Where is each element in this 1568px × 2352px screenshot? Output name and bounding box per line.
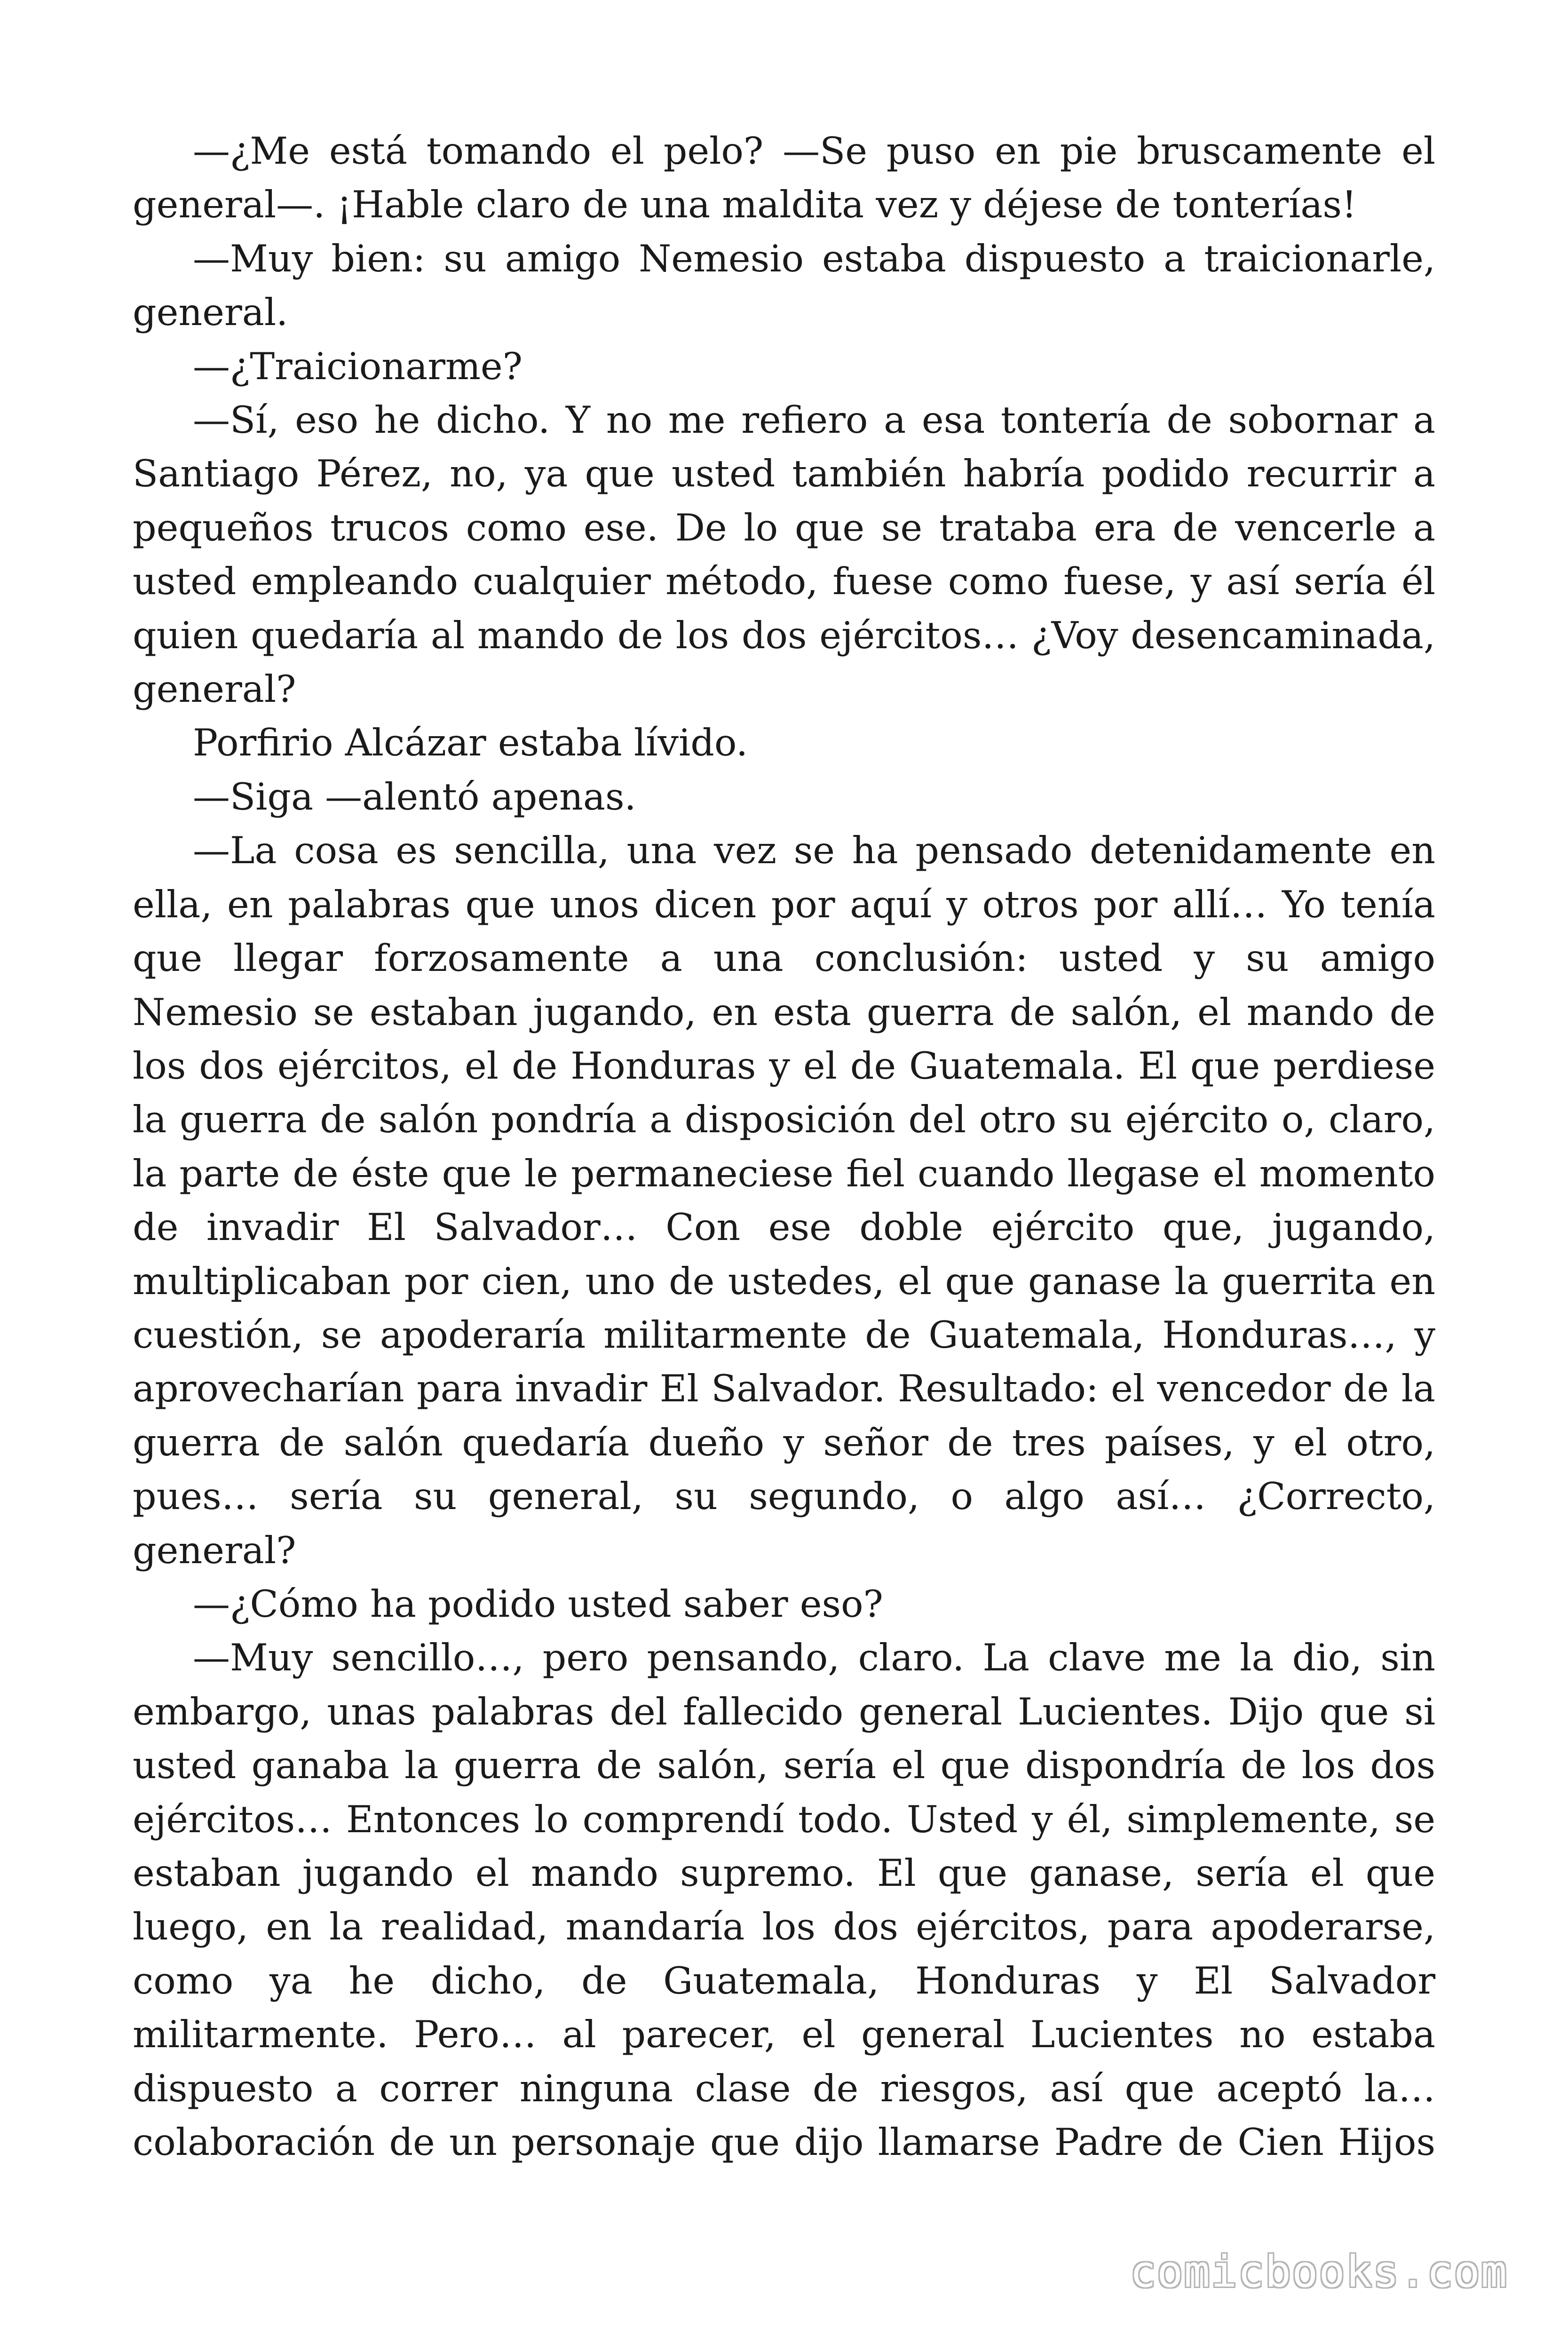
body-text: [133, 124, 1435, 2169]
paragraph: —¿Me está tomando el pelo? —Se puso en pie bruscamente el general—. ¡Hable claro de una maldita vez y déjese de tonterías!: [133, 129, 1435, 227]
paragraph: —Muy sencillo…, pero pensando, claro. La clave me la dio, sin embargo, unas palabras del fallecido general Lucientes. Dijo que si usted ganaba la guerra de salón, sería el que dispondría de los dos ejércitos… Entonces lo comprendí todo. Usted y él, simplemente, se estaban jugando el mando supremo. El que ganase, sería el que luego, en la realidad, mandaría los dos ejércitos, para apoderarse, como ya he dicho, de Guatemala, Honduras y El Salvador militarmente. Pero… al parecer, el general Lucientes no estaba dispuesto a correr ninguna clase de riesgos, así que aceptó la… colaboración de un personaje que dijo llamarse Padre de Cien Hijos: [133, 1636, 1435, 2164]
paragraph: —Sí, eso he dicho. Y no me refiero a esa tontería de sobornar a Santiago Pérez, no, ya que usted también habría podido recurrir a pequeños trucos como ese. De lo que se trataba era de vencerle a usted empleando cualquier método, fuese como fuese, y así sería él quien quedaría al mando de los dos ejércitos… ¿Voy desencaminada, general?: [133, 398, 1435, 711]
paragraph: —Siga —alentó apenas.: [193, 775, 636, 818]
site-watermark: comicbooks.com: [1130, 2247, 1508, 2297]
paragraph: Porfirio Alcázar estaba lívido.: [193, 721, 748, 765]
paragraph: —La cosa es sencilla, una vez se ha pensado detenidamente en ella, en palabras que unos dicen por aquí y otros por allí… Yo tenía que llegar forzosamente a una conclusión: usted y su amigo Nemesio se estaban jugando, en esta guerra de salón, el mando de los dos ejércitos, el de Honduras y el de Guatemala. El que perdiese la guerra de salón pondría a disposición del otro su ejército o, claro, la parte de éste que le permaneciese fiel cuando llegase el momento de invadir El Salvador… Con ese doble ejército que, jugando, multiplicaban por cien, uno de ustedes, el que ganase la guerrita en cuestión, se apoderaría militarmente de Guatemala, Honduras…, y aprovecharían para invadir El Salvador. Resultado: el vencedor de la guerra de salón quedaría dueño y señor de tres países, y el otro, pues… sería su general, su segundo, o algo así… ¿Correcto, general?: [133, 829, 1435, 1572]
paragraph: —¿Traicionarme?: [193, 344, 523, 388]
paragraph: —Muy bien: su amigo Nemesio estaba dispuesto a traicionarle, general.: [133, 237, 1435, 334]
paragraph: —¿Cómo ha podido usted saber eso?: [193, 1582, 883, 1626]
